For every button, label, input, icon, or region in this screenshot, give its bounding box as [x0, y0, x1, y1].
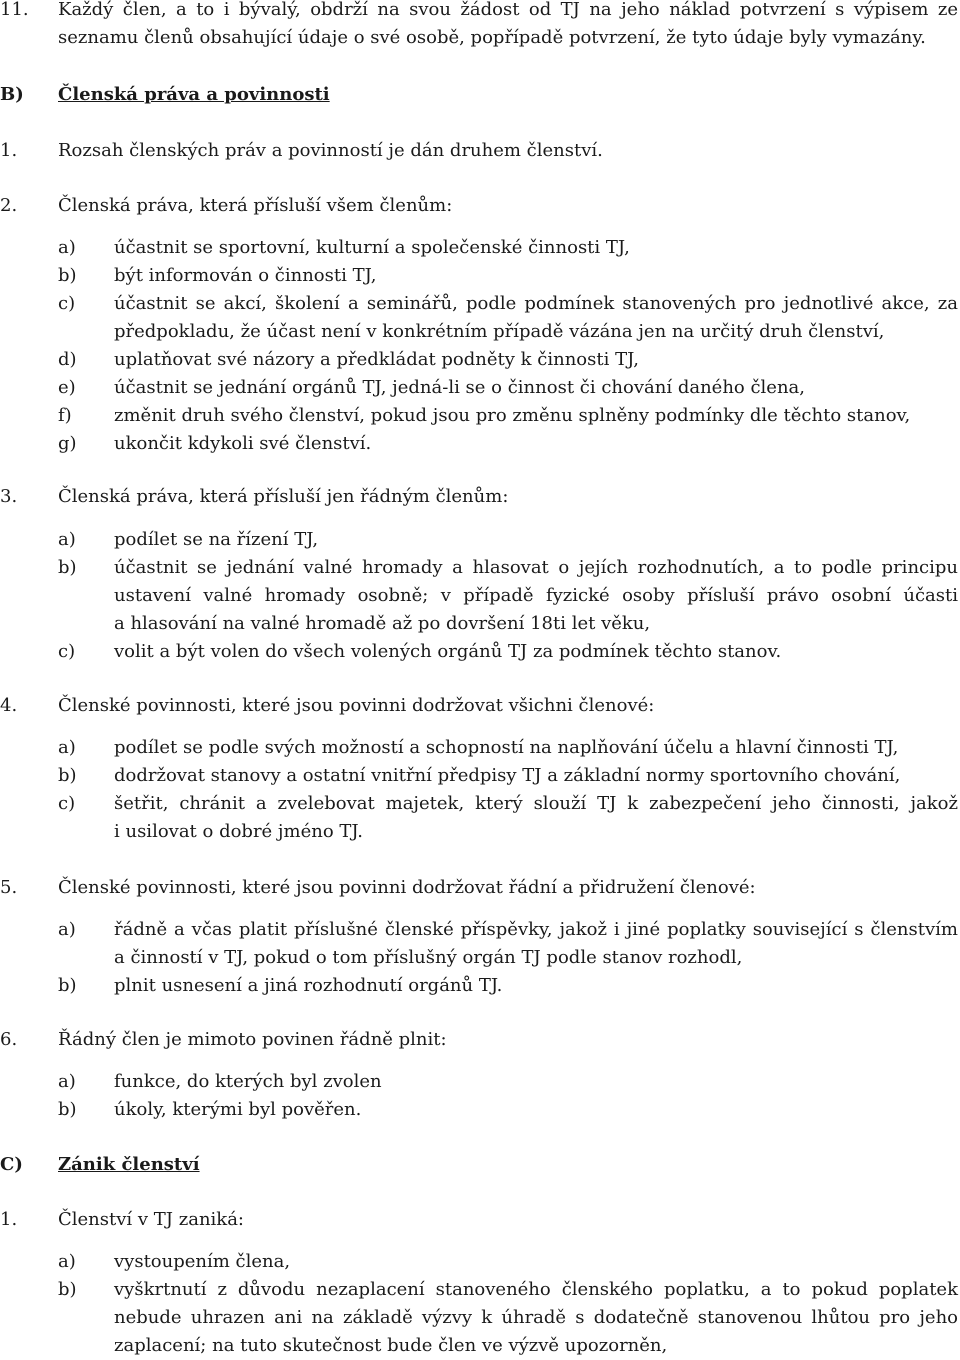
b3-number: 3. — [0, 486, 18, 507]
c1-text: Členství v TJ zaniká: — [58, 1209, 244, 1230]
list-item-label: a) — [58, 529, 76, 550]
list-item-text: vystoupením člena, — [114, 1251, 291, 1272]
b5-text: Členské povinnosti, které jsou povinni dodržovat řádní a přidružení členové: — [58, 877, 756, 898]
b3-text: Členská práva, která přísluší jen řádným členům: — [58, 486, 509, 507]
b5-number: 5. — [0, 877, 18, 898]
section-c-letter: C) — [0, 1154, 23, 1175]
list-item-text: zaplacení; na tuto skutečnost bude člen ve výzvě upozorněn, — [114, 1335, 668, 1356]
list-item-text: účastnit se jednání orgánů TJ, jedná-li se o činnost či chování daného člena, — [114, 377, 806, 398]
c1-number: 1. — [0, 1209, 18, 1230]
list-item-label: c) — [58, 793, 76, 814]
item-11-number: 11. — [0, 0, 29, 20]
list-item-label: b) — [58, 765, 77, 786]
list-item-text: účastnit se akcí, školení a seminářů, podle podmínek stanovených pro jednotlivé akce, za — [114, 293, 958, 314]
list-item-text: řádně a včas platit příslušné členské příspěvky, jakož i jiné poplatky související s členstvím — [114, 919, 958, 940]
list-item-label: f) — [58, 405, 72, 426]
list-item-text: i usilovat o dobré jméno TJ. — [114, 821, 363, 842]
list-item-text: podílet se podle svých možností a schopností na naplňování účelu a hlavní činnosti TJ, — [114, 737, 899, 758]
list-item-label: g) — [58, 433, 77, 454]
list-item-text: úkoly, kterými byl pověřen. — [114, 1099, 362, 1120]
b4-number: 4. — [0, 695, 18, 716]
list-item-text: volit a být volen do všech volených orgánů TJ za podmínek těchto stanov. — [114, 641, 782, 662]
b2-text: Členská práva, která přísluší všem členům: — [58, 195, 453, 216]
b6-text: Řádný člen je mimoto povinen řádně plnit: — [58, 1029, 447, 1050]
list-item-text: dodržovat stanovy a ostatní vnitřní předpisy TJ a základní normy sportovního chování, — [114, 765, 901, 786]
list-item-label: a) — [58, 919, 76, 940]
b4-text: Členské povinnosti, které jsou povinni dodržovat všichni členové: — [58, 695, 655, 716]
list-item-text: šetřit, chránit a zvelebovat majetek, který slouží TJ k zabezpečení jeho činnosti, jakož — [114, 793, 958, 814]
list-item-label: c) — [58, 293, 76, 314]
section-b-letter: B) — [0, 84, 24, 105]
list-item-text: uplatňovat své názory a předkládat podněty k činnosti TJ, — [114, 349, 639, 370]
list-item-label: b) — [58, 557, 77, 578]
list-item-label: d) — [58, 349, 77, 370]
list-item-label: b) — [58, 1279, 77, 1300]
list-item-text: účastnit se sportovní, kulturní a společenské činnosti TJ, — [114, 237, 630, 258]
list-item-label: a) — [58, 1251, 76, 1272]
item-11-line-2: seznamu členů obsahující údaje o své osobě, popřípadě potvrzení, že tyto údaje byly vymazány. — [58, 27, 926, 48]
b6-number: 6. — [0, 1029, 18, 1050]
list-item-label: b) — [58, 975, 77, 996]
list-item-text: a činností v TJ, pokud o tom příslušný orgán TJ podle stanov rozhodl, — [114, 947, 743, 968]
list-item-label: a) — [58, 737, 76, 758]
list-item-text: podílet se na řízení TJ, — [114, 529, 319, 550]
b2-number: 2. — [0, 195, 18, 216]
list-item-text: předpokladu, že účast není v konkrétním případě vázána jen na určitý druh členství, — [114, 321, 885, 342]
list-item-text: funkce, do kterých byl zvolen — [114, 1071, 382, 1092]
list-item-label: a) — [58, 1071, 76, 1092]
list-item-text: nebude uhrazen ani na základě výzvy k úhradě s dodatečně stanovenou lhůtou pro jeho — [114, 1307, 958, 1328]
list-item-text: účastnit se jednání valné hromady a hlasovat o jejích rozhodnutích, a to podle principu — [114, 557, 958, 578]
list-item-label: a) — [58, 237, 76, 258]
list-item-text: plnit usnesení a jiná rozhodnutí orgánů TJ. — [114, 975, 503, 996]
list-item-label: c) — [58, 641, 76, 662]
b1-number: 1. — [0, 140, 18, 161]
list-item-label: b) — [58, 265, 77, 286]
list-item-text: ustavení valné hromady osobně; v případě fyzické osoby přísluší právo osobní účasti — [114, 585, 958, 606]
section-b-title: Členská práva a povinnosti — [58, 84, 330, 105]
section-c-title: Zánik členství — [58, 1154, 200, 1175]
list-item-text: ukončit kdykoli své členství. — [114, 433, 372, 454]
list-item-label: e) — [58, 377, 76, 398]
item-11-line-1: Každý člen, a to i bývalý, obdrží na svou žádost od TJ na jeho náklad potvrzení s výpisem ze — [58, 0, 958, 20]
list-item-text: být informován o činnosti TJ, — [114, 265, 377, 286]
b1-text: Rozsah členských práv a povinností je dán druhem členství. — [58, 140, 603, 161]
list-item-label: b) — [58, 1099, 77, 1120]
list-item-text: vyškrtnutí z důvodu nezaplacení stanoveného členského poplatku, a to pokud poplatek — [114, 1279, 958, 1300]
list-item-text: změnit druh svého členství, pokud jsou pro změnu splněny podmínky dle těchto stanov, — [114, 405, 911, 426]
list-item-text: a hlasování na valné hromadě až po dovršení 18ti let věku, — [114, 613, 651, 634]
